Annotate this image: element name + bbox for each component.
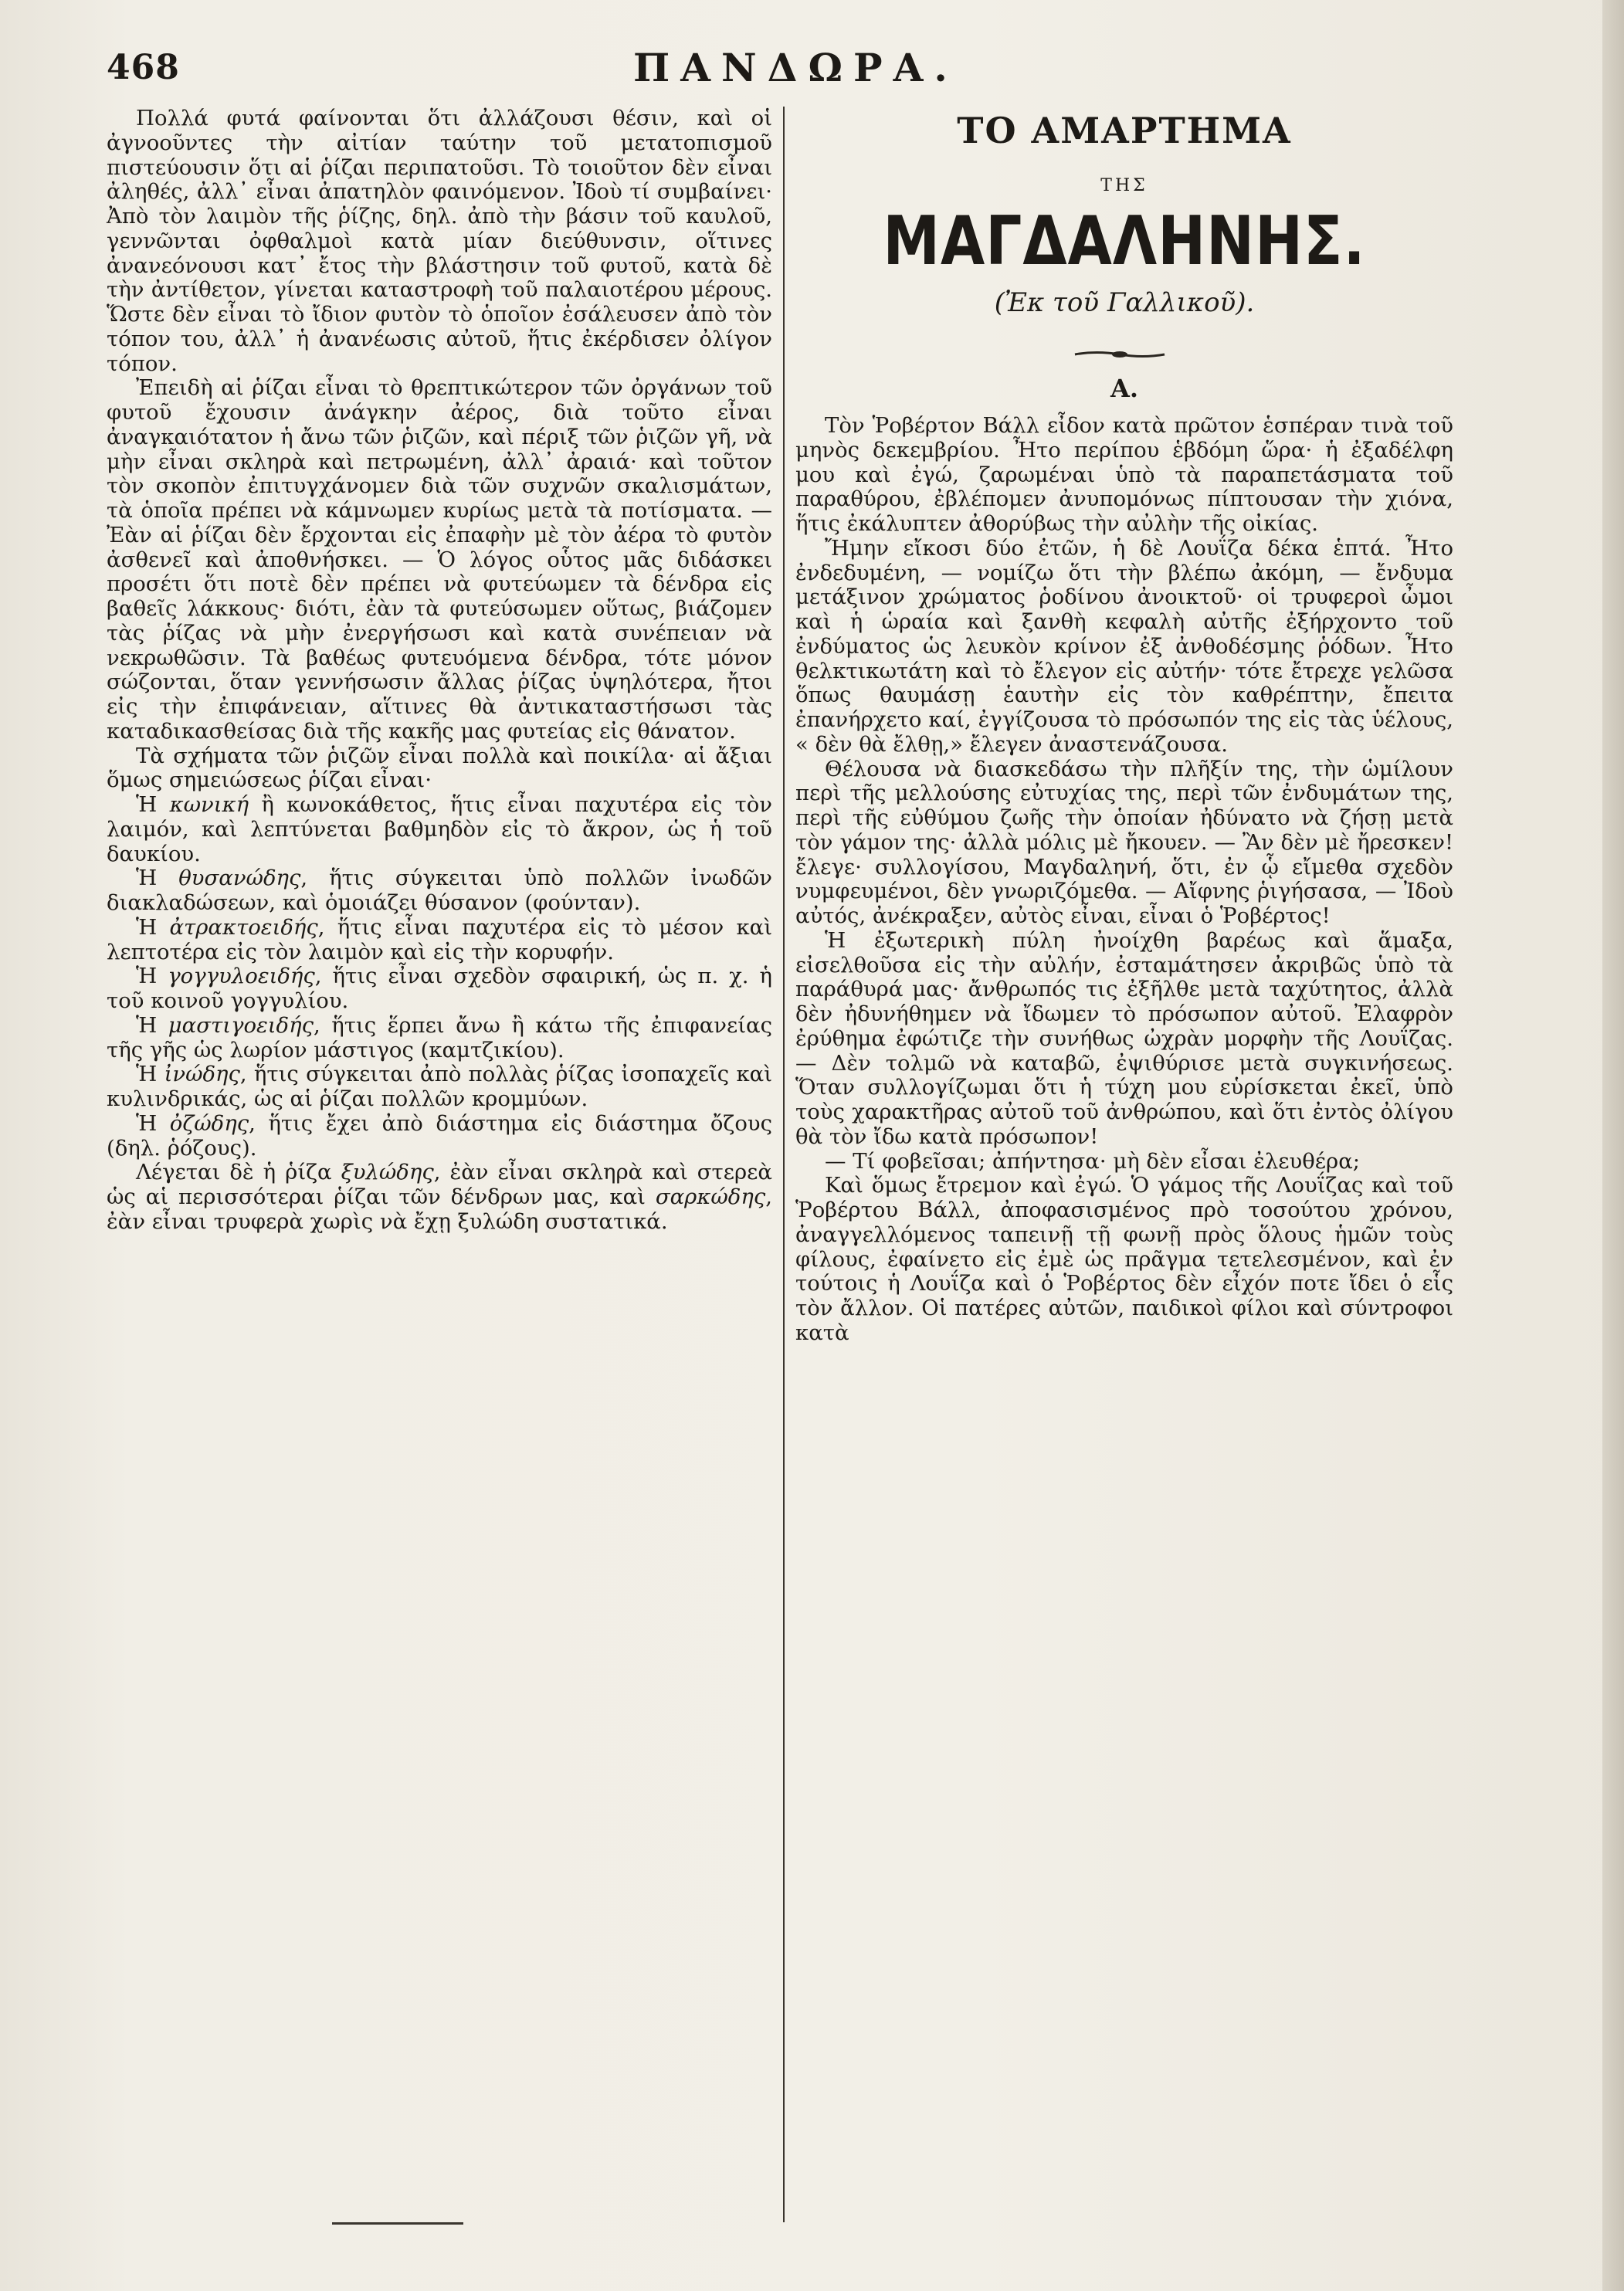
root-type-term: κωνική <box>169 792 249 817</box>
root-type-term: ἀτρακτοειδής <box>169 914 318 940</box>
root-type-term: θυσανώδης <box>178 866 301 891</box>
paragraph: — Τί φοβεῖσαι; ἀπήντησα· μὴ δὲν εἶσαι ἐλευθέρα; <box>825 1148 1361 1174</box>
story-title: ΤΟ ΑΜΑΡΤΗΜΑ <box>957 110 1292 151</box>
page-number: 468 <box>107 48 180 87</box>
story-source: (Ἐκ τοῦ Γαλλικοῦ). <box>994 287 1255 318</box>
root-type-item: Ἡ κωνική ἢ κωνοκάθετος, ἥτις εἶναι παχυτέρα εἰς τὸν λαιμόν, καὶ λεπτύνεται βαθμηδὸν εἰς τὸ ἄκρον, ὡς ἡ τοῦ δαυκίου. <box>107 792 772 866</box>
root-type-term: γογγυλοειδής <box>168 964 315 989</box>
left-column <box>107 107 772 1235</box>
right-column <box>795 414 1453 1346</box>
paragraph: Θέλουσα νὰ διασκεδάσω τὴν πλῆξίν της, τὴν ὡμίλουν περὶ τῆς μελλούσης εὐτυχίας της, περὶ τῶν ἐνδυμάτων της, περὶ τῆς εὐθύμου ζωῆς τὴν ὁποίαν ἠδύνατο νὰ ζήσῃ μετὰ τὸν γάμον της· ἀλλὰ μόλις μὲ ἤκουεν. — Ἂν δὲν μὲ ἤρεσκεν! ἔλεγε· συλλογίσου, Μαγδαληνή, ὅτι, ἐν ᾧ εἴμεθα σχεδὸν νυμφευμένοι, δὲν γνωριζόμεθα. — Αἴφνης ῥιγήσασα, — Ἰδοὺ αὐτός, ἀνέκραξεν, αὐτὸς εἶναι, εἶναι ὁ Ῥοβέρτος! <box>795 756 1453 928</box>
column-divider <box>783 107 785 2222</box>
root-type-term: ὀζώδης <box>169 1110 249 1136</box>
paragraph: Ἐπειδὴ αἱ ῥίζαι εἶναι τὸ θρεπτικώτερον τῶν ὀργάνων τοῦ φυτοῦ ἔχουσιν ἀνάγκην ἀέρος, διὰ τοῦτο εἶναι ἀναγκαιότατον ἡ ἄνω τῶν ῥιζῶν, καὶ πέριξ τῶν ῥιζῶν γῆ, νὰ μὴν εἶναι σκληρὰ καὶ πετρωμένη, ἀλλ᾽ ἀραιά· καὶ τοῦτον τὸν σκοπὸν ἐπιτυγχάνομεν διὰ τῶν συχνῶν σκαλισμάτων, τὰ ὁποῖα πρέπει νὰ κάμνωμεν κυρίως μετὰ τὰ ποτίσματα. — Ἐὰν αἱ ῥίζαι δὲν ἔρχονται εἰς ἐπαφὴν μὲ τὸν ἀέρα τὸ φυτὸν ἀσθενεῖ καὶ ἀποθνήσκει. — Ὁ λόγος οὗτος μᾶς διδάσκει προσέτι ὅτι ποτὲ δὲν πρέπει νὰ φυτεύωμεν τὰ δένδρα εἰς βαθεῖς λάκκους· διότι, ἐὰν τὰ φυτεύσωμεν οὕτως, βιάζομεν τὰς ῥίζας νὰ μὴν ἐνεργήσωσι καὶ κατὰ συνέπειαν νὰ νεκρωθῶσιν. Τὰ βαθέως φυτευόμενα δένδρα, τότε μόνον σώζονται, ὅταν γεννήσωσιν ἄλλας ῥίζας ὑψηλότερα, ἤτοι εἰς τὴν ἐπιφάνειαν, αἵτινες θὰ ἀντικαταστήσωσι τὰς καταδικασθείσας διὰ τῆς κακῆς μας φυτείας εἰς θάνατον. <box>107 375 772 744</box>
root-type-item: Ἡ γογγυλοειδής, ἥτις εἶναι σχεδὸν σφαιρική, ὡς π. χ. ἡ τοῦ κοινοῦ γογγυλίου. <box>107 964 772 1013</box>
paragraph: Τὸν Ῥοβέρτον Βάλλ εἶδον κατὰ πρῶτον ἑσπέραν τινὰ τοῦ μηνὸς δεκεμβρίου. Ἦτο περίπου ἑβδόμη ὥρα· ἡ ἐξαδέλφη μου καὶ ἐγώ, ζαρωμέναι ὑπὸ τὰ παραπετάσματα τοῦ παραθύρου, ἐβλέπομεν ἀνυπομόνως πίπτουσαν τὴν χιόνα, ἥτις ἐκάλυπτεν ἀθορύβως τὴν αὐλὴν τῆς οἰκίας. <box>795 413 1453 536</box>
paragraph: Καὶ ὅμως ἔτρεμον καὶ ἐγώ. Ὁ γάμος τῆς Λουΐζας καὶ τοῦ Ῥοβέρτου Βάλλ, ἀποφασισμένος πρὸ τοσούτου χρόνου, ἀναγγελλόμενος ταπεινῇ τῇ φωνῇ πρὸς ὅλους ἡμῶν τοὺς φίλους, ἐφαίνετο εἰς ἐμὲ ὡς πρᾶγμα τετελεσμένον, καὶ ἐν τούτοις ἡ Λουΐζα καὶ ὁ Ῥοβέρτος δὲν εἶχόν ποτε ἴδει ὁ εἷς τὸν ἄλλον. Οἱ πατέρες αὐτῶν, παιδικοὶ φίλοι καὶ σύντροφοι κατὰ <box>795 1173 1453 1345</box>
story-title-name: ΜΑΓΔΑΛΗΝΗΣ. <box>883 202 1366 281</box>
root-type-item: Ἡ μαστιγοειδής, ἥτις ἕρπει ἄνω ἢ κάτω τῆς ἐπιφανείας τῆς γῆς ὡς λωρίον μάστιγος (καμτζικίου). <box>107 1012 772 1062</box>
section-heading: Α. <box>1110 374 1138 403</box>
ornament-rule <box>1073 349 1166 360</box>
root-type-term: μαστιγοειδής <box>168 1012 314 1038</box>
root-type-item: Ἡ ἀτρακτοειδής, ἥτις εἶναι παχυτέρα εἰς τὸ μέσον καὶ λεπτοτέρα εἰς τὸν λαιμὸν καὶ εἰς τὴν κορυφήν. <box>107 914 772 964</box>
paragraph: Τὰ σχήματα τῶν ῥιζῶν εἶναι πολλὰ καὶ ποικίλα· αἱ ἄξιαι ὅμως σημειώσεως ῥίζαι εἶναι· <box>107 743 772 793</box>
running-title: ΠΑΝΔΩΡΑ. <box>633 45 958 90</box>
story-title-genitive: ΤΗΣ <box>1100 176 1148 195</box>
root-type-term: ἰνώδης <box>164 1062 240 1087</box>
root-type-item: Ἡ ἰνώδης, ἥτις σύγκειται ἀπὸ πολλὰς ῥίζας ἰσοπαχεῖς καὶ κυλινδρικάς, ὡς αἱ ῥίζαι πολλῶν κρομμύων. <box>107 1062 772 1111</box>
paragraph: Ἡ ἐξωτερικὴ πύλη ἠνοίχθη βαρέως καὶ ἅμαξα, εἰσελθοῦσα εἰς τὴν αὐλήν, ἐσταμάτησεν ἀκριβῶς ὑπὸ τὰ παράθυρά μας· ἄνθρωπός τις ἐξῆλθε μετὰ ταχύτητος, ἀλλὰ δὲν ἠδυνήθημεν νὰ ἴδωμεν τὸ πρόσωπον αὐτοῦ. Ἐλαφρὸν ἐρύθημα ἐφώτιζε τὴν συνήθως ὠχρὰν μορφὴν τῆς Λουΐζας. — Δὲν τολμῶ νὰ καταβῶ, ἐψιθύρισε μετὰ συγκινήσεως. Ὅταν συλλογίζωμαι ὅτι ἡ τύχη μου εὑρίσκεται ἐκεῖ, ὑπὸ τοὺς χαρακτῆρας αὐτοῦ τοῦ ἀνθρώπου, καὶ ὅτι ἐντὸς ὀλίγου θὰ τὸν ἴδω κατὰ πρόσωπον! <box>795 927 1453 1149</box>
root-type-item: Ἡ ὀζώδης, ἥτις ἔχει ἀπὸ διάστημα εἰς διάστημα ὄζους (δηλ. ῥόζους). <box>107 1110 772 1161</box>
closing-paragraph: Λέγεται δὲ ἡ ῥίζα ξυλώδης, ἐὰν εἶναι σκληρὰ καὶ στερεὰ ὡς αἱ περισσότεραι ῥίζαι τῶν δένδρων μας, καὶ σαρκώδης, ἐὰν εἶναι τρυφερὰ χωρὶς νὰ ἔχῃ ξυλώδη συστατικά. <box>107 1160 772 1234</box>
end-rule <box>332 2222 463 2225</box>
facing-page-edge <box>1602 0 1624 2291</box>
root-type-item: Ἡ θυσανώδης, ἥτις σύγκειται ὑπὸ πολλῶν ἰνωδῶν διακλαδώσεων, καὶ ὁμοιάζει θύσανον (φούνταν). <box>107 866 772 915</box>
paragraph: Πολλά φυτά φαίνονται ὅτι ἀλλάζουσι θέσιν, καὶ οἱ ἀγνοοῦντες τὴν αἰτίαν ταύτην τοῦ μετατοπισμοῦ πιστεύουσιν ὅτι αἱ ῥίζαι περιπατοῦσι. Τὸ τοιοῦτον δὲν εἶναι ἀληθές, ἀλλ᾽ εἶναι ἀπατηλὸν φαινόμενον. Ἰδοὺ τί συμβαίνει· Ἀπὸ τὸν λαιμὸν τῆς ῥίζης, δηλ. ἀπὸ τὴν βάσιν τοῦ καυλοῦ, γεννῶνται ὀφθαλμοὶ κατὰ μίαν διεύθυνσιν, οἵτινες ἀνανεόνουσι κατ᾽ ἔτος τὴν βλάστησιν τοῦ φυτοῦ, κατὰ δὲ τὴν ἀντίθετον, γίνεται καταστροφὴ τοῦ παλαιοτέρου μέρους. Ὥστε δὲν εἶναι τὸ ἴδιον φυτὸν τὸ ὁποῖον ἐσάλευσεν ἀπὸ τὸν τόπον του, ἀλλ᾽ ἡ ἀνανέωσις αὐτοῦ, ἥτις ἐκέρδισεν ὀλίγον τόπον. <box>107 106 772 376</box>
paragraph: Ἤμην εἴκοσι δύο ἐτῶν, ἡ δὲ Λουΐζα δέκα ἑπτά. Ἦτο ἐνδεδυμένη, — νομίζω ὅτι τὴν βλέπω ἀκόμη, — ἔνδυμα μετάξινον χρώματος ῥοδίνου ἀνοικτοῦ· οἱ τρυφεροὶ ὦμοι καὶ ἡ ὡραία καὶ ξανθὴ κεφαλὴ αὐτῆς ἐξήρχοντο τοῦ ἐνδύματος ὡς λευκὸν κρίνον ἐξ ἀνθοδέσμης ῥόδων. Ἦτο θελκτικωτάτη καὶ τὸ ἔλεγον εἰς αὐτήν· τότε ἔτρεχε γελῶσα ὅπως θαυμάσῃ ἑαυτὴν εἰς τὸν καθρέπτην, ἔπειτα ἐπανήρχετο καί, ἐγγίζουσα τὸ πρόσωπόν της εἰς τὰς ὑέλους, « δὲν θὰ ἔλθῃ,» ἔλεγεν ἀναστενάζουσα. <box>795 535 1453 757</box>
